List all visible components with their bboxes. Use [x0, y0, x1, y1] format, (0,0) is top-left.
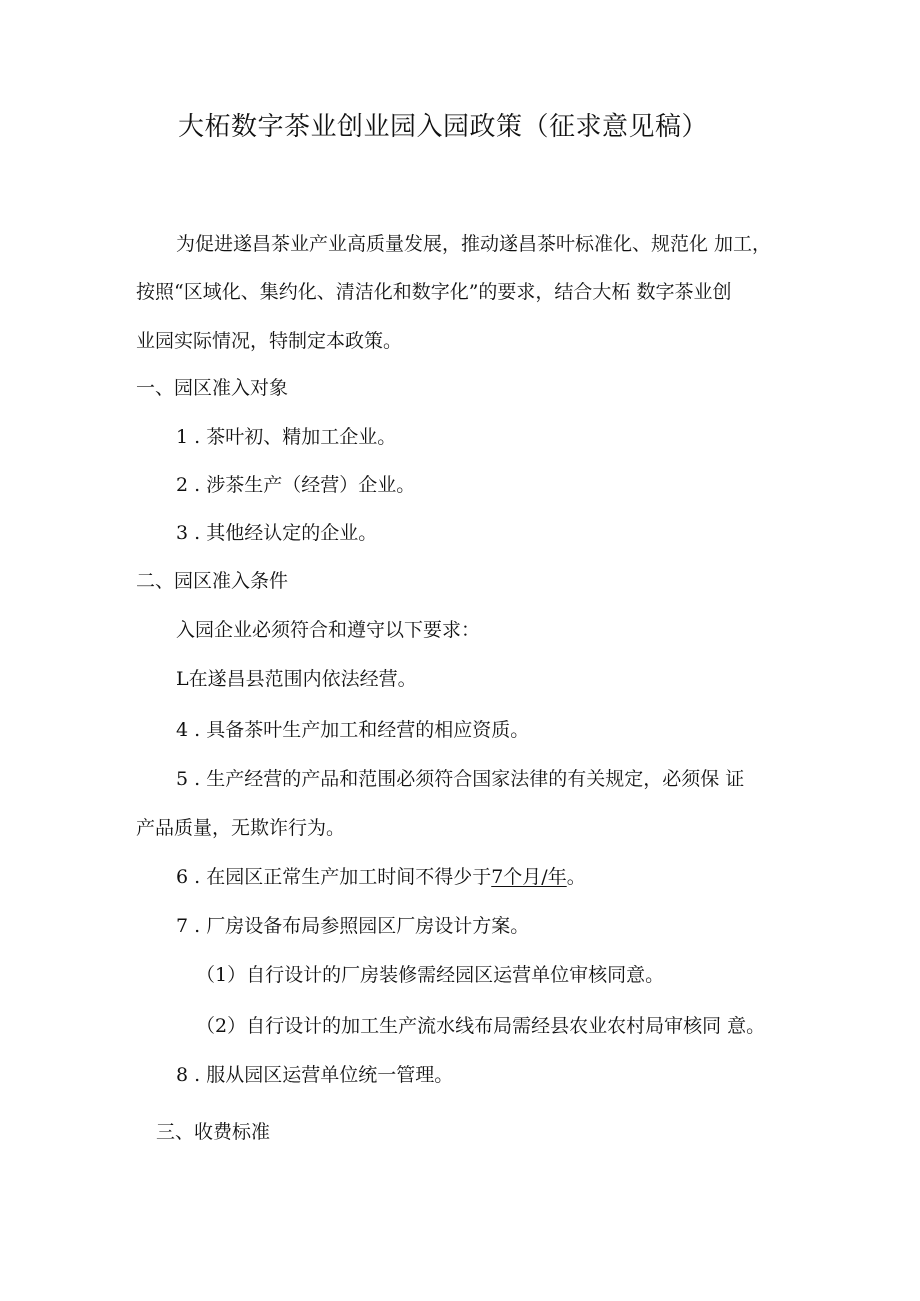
section2-item-4: 4 . 具备茶叶生产加工和经营的相应资质。 [176, 719, 530, 741]
section2-item-7: 7 . 厂房设备布局参照园区厂房设计方案。 [176, 915, 530, 937]
section2-item-7-sub-1: （1）自行设计的厂房装修需经园区运营单位审核同意。 [196, 964, 665, 986]
section2-item-5-line-2: 产品质量，无欺诈行为。 [136, 817, 346, 839]
section1-item-3: 3 . 其他经认定的企业。 [176, 522, 378, 544]
section2-lead: 入园企业必须符合和遵守以下要求： [176, 619, 481, 641]
section2-item-8: 8 . 服从园区运营单位统一管理。 [176, 1064, 454, 1086]
intro-line-2: 按照“区域化、集约化、清洁化和数字化”的要求，结合大柘 数字茶业创 [136, 281, 732, 303]
section2-heading: 二、园区准入条件 [136, 570, 289, 592]
item-6-underlined-duration: 7个月/年 [491, 866, 567, 888]
intro-line-3: 业园实际情况，特制定本政策。 [136, 330, 403, 352]
section1-item-2: 2 . 涉茶生产（经营）企业。 [176, 474, 416, 496]
item-6-text: 6 . 在园区正常生产加工时间不得少于 [176, 866, 492, 888]
section3-heading: 三、收费标准 [156, 1121, 271, 1143]
section2-item-7-sub-2: （2）自行设计的加工生产流水线布局需经县农业农村局审核同 意。 [196, 1015, 766, 1037]
section2-item-6 [176, 864, 586, 890]
section2-item-5-line-1: 5 . 生产经营的产品和范围必须符合国家法律的有关规定，必须保 证 [176, 768, 745, 790]
section2-item-l: L在遂昌县范围内依法经营。 [176, 668, 417, 690]
section1-item-1: 1 . 茶叶初、精加工企业。 [176, 426, 397, 448]
section1-heading: 一、园区准入对象 [136, 377, 289, 399]
item-6-period: 。 [566, 866, 586, 888]
document-title: 大柘数字茶业创业园入园政策（征求意见稿） [178, 112, 709, 142]
intro-line-1: 为促进遂昌茶业产业高质量发展，推动遂昌茶叶标准化、规范化 加工， [176, 233, 772, 255]
